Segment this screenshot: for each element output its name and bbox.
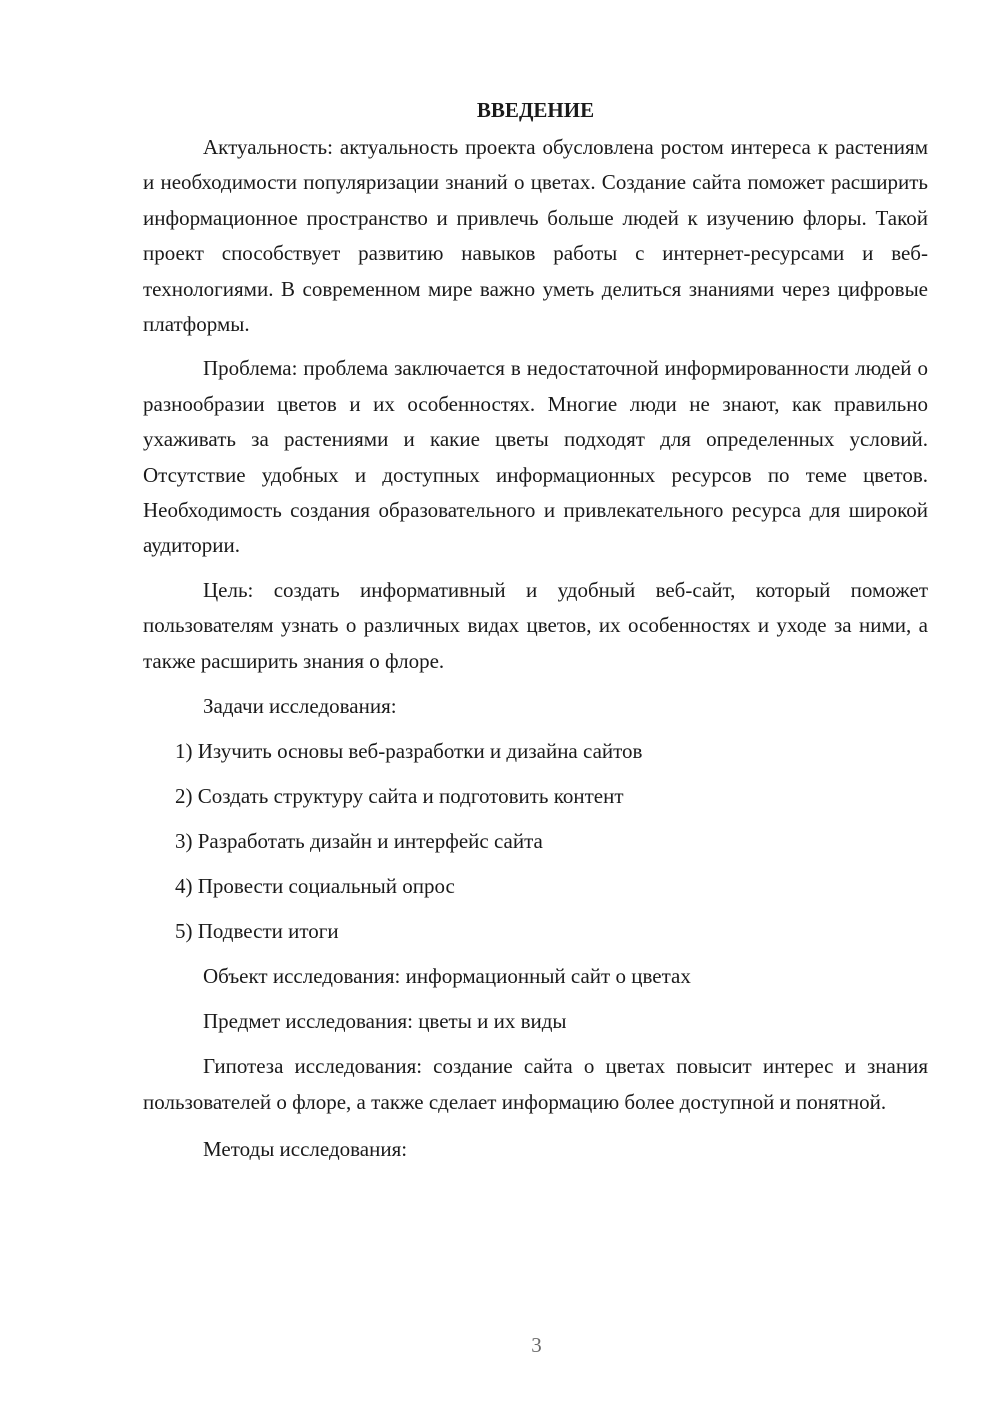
tasks-label: Задачи исследования: [203,694,397,719]
methods-label: Методы исследования: [203,1136,408,1161]
task-item: 5) Подвести итоги [175,919,339,944]
task-item: 1) Изучить основы веб-разработки и дизайна сайтов [175,739,643,764]
section-heading: ВВЕДЕНИЕ [476,98,595,122]
task-item: 3) Разработать дизайн и интерфейс сайта [175,829,543,854]
page-number: 3 [531,1333,542,1357]
relevance-paragraph: Актуальность: актуальность проекта обусловлена ростом интереса к растениям и необходимости популяризации знаний о цветах. Создание сайта поможет расширить информационное пространство и привлечь больше людей к изучению флоры. Такой проект способствует развитию навыков работы с интернет-ресурсами и веб-технологиями. В современном мире важно уметь делиться знаниями через цифровые платформы. [143,135,928,337]
hypothesis-paragraph: Гипотеза исследования: создание сайта о цветах повысит интерес и знания пользователей о флоре, а также сделает информацию более доступной и понятной. [143,1054,928,1114]
task-item: 4) Провести социальный опрос [175,874,455,899]
research-object: Объект исследования: информационный сайт о цветах [203,964,691,989]
goal-paragraph: Цель: создать информативный и удобный веб-сайт, который поможет пользователям узнать о различных видах цветов, их особенностях и уходе за ними, а также расширить знания о флоре. [143,577,928,673]
task-item: 2) Создать структуру сайта и подготовить контент [175,784,624,809]
document-page [143,92,928,1167]
problem-paragraph: Проблема: проблема заключается в недостаточной информированности людей о разнообразии цветов и их особенностях. Многие люди не знают, как правильно ухаживать за растениями и какие цветы подходят для определенных условий. Отсутствие удобных и доступных информационных ресурсов по теме цветов. Необходимость создания образовательного и привлекательного ресурса для широкой аудитории. [143,356,928,558]
tasks-list [143,734,928,949]
research-subject: Предмет исследования: цветы и их виды [203,1009,567,1034]
